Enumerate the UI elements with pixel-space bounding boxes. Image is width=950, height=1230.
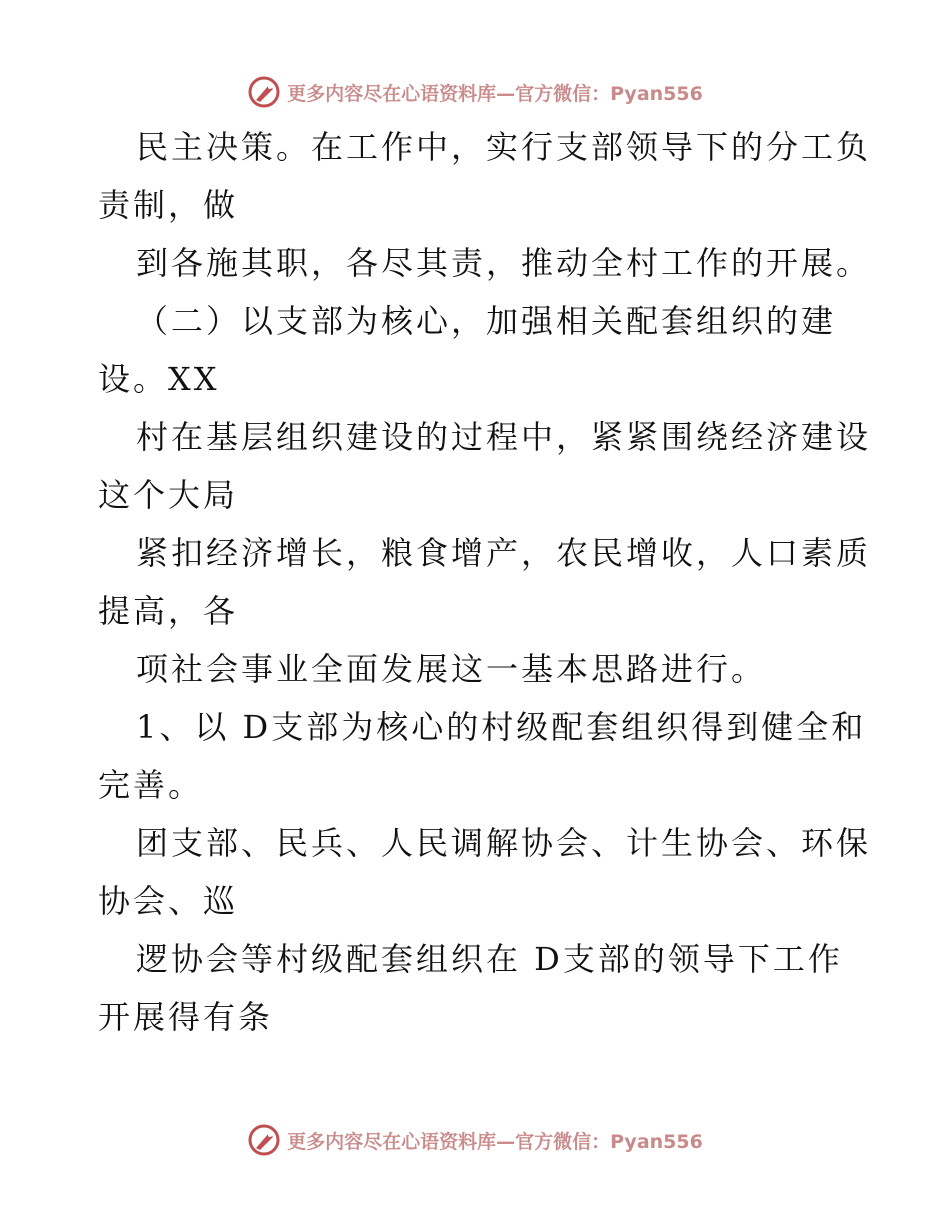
paragraph-line: （二）以支部为核心，加强相关配套组织的建 (136, 302, 837, 340)
paragraph-line: 设。XX (98, 360, 220, 398)
watermark-text: 更多内容尽在心语资料库—官方微信：Pyan556 (287, 1130, 703, 1153)
paragraph-line: 民主决策。在工作中，实行支部领导下的分工负 (136, 128, 872, 166)
paragraph-line: 提高，各 (98, 592, 239, 630)
paragraph-line: 团支部、民兵、人民调解协会、计生协会、环保 (136, 824, 872, 862)
document-body (98, 118, 872, 1046)
pen-nib-logo-icon (247, 1123, 281, 1157)
paragraph-line: 责制，做 (98, 186, 239, 224)
footer-watermark (0, 1120, 950, 1160)
paragraph-line: 协会、巡 (98, 882, 239, 920)
header-watermark (0, 72, 950, 112)
paragraph-line: 1、以 D支部为核心的村级配套组织得到健全和 (136, 708, 867, 746)
paragraph-line: 村在基层组织建设的过程中，紧紧围绕经济建设 (136, 418, 872, 456)
paragraph-line: 项社会事业全面发展这一基本思路进行。 (136, 650, 767, 688)
pen-nib-logo-icon (247, 75, 281, 109)
watermark-text: 更多内容尽在心语资料库—官方微信：Pyan556 (287, 82, 703, 105)
paragraph-line: 到各施其职，各尽其责，推动全村工作的开展。 (136, 244, 872, 282)
paragraph-line: 开展得有条 (98, 998, 274, 1036)
paragraph-line: 逻协会等村级配套组织在 D支部的领导下工作 (136, 940, 843, 978)
paragraph-line: 完善。 (98, 766, 204, 804)
paragraph-line: 这个大局 (98, 476, 239, 514)
paragraph-line: 紧扣经济增长，粮食增产，农民增收，人口素质 (136, 534, 872, 572)
